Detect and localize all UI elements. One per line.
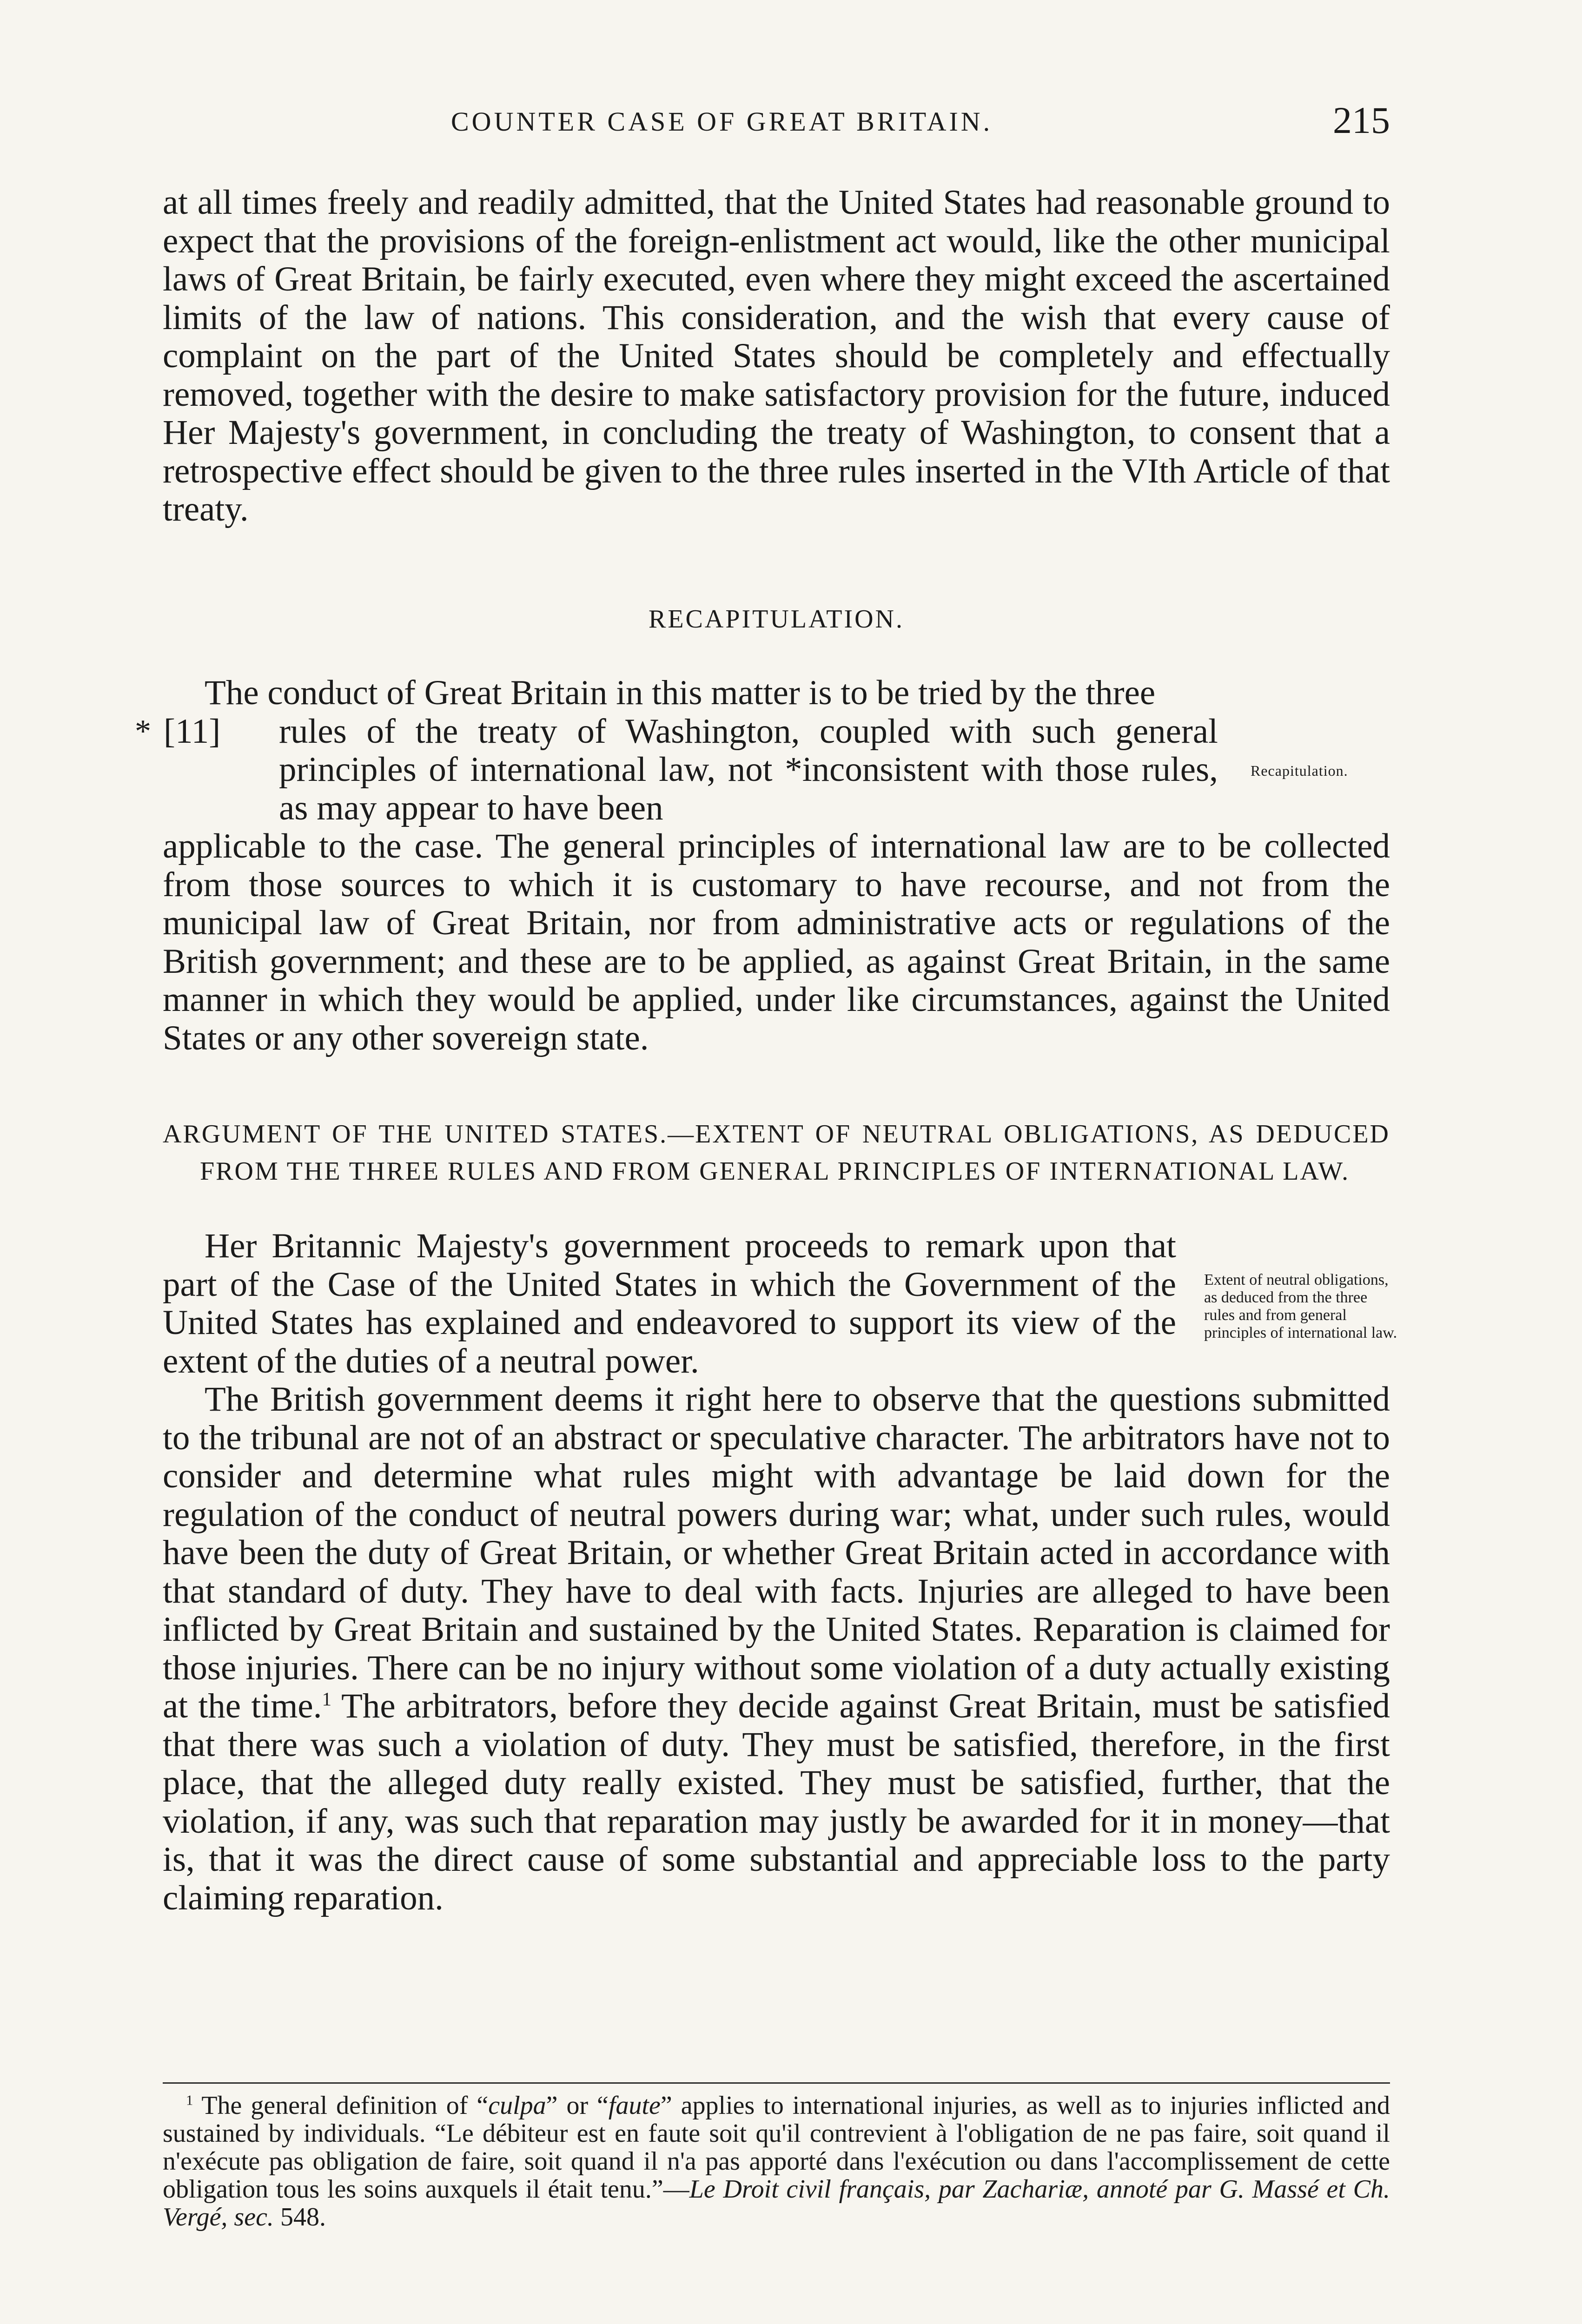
footnote-mark: 1 xyxy=(186,2092,193,2108)
footnote xyxy=(163,2092,1390,2231)
argument-text-after-note: The arbitrators, before they decide against Great Britain, must be satisfied that there was such a violation of duty. They must be satisfied, therefore, in the first place, that the alleged duty really existed. They must be satisfied, further, that the violation, if any, was such that reparation may justly be awarded for it in money—that is, that it was the direct cause of some substantial and appreciable loss to the party claiming reparation. xyxy=(163,1687,1390,1917)
argument-paragraph-2 xyxy=(163,1380,1390,1917)
footnote-divider xyxy=(163,2082,1390,2084)
page-number: 215 xyxy=(1333,99,1390,141)
argument-text-before-note: The British government deems it right here to observe that the questions submitted to the tribunal are not of an abstract or speculative character. The arbitrators have not to consider and determine what rules might with advantage be laid down for the regulation of the conduct of neutral powers during war; what, under such rules, would have been the duty of Great Britain, or whether Great Britain acted in accordance with that standard of duty. They have to deal with facts. Injuries are alleged to have been inflicted by Great Britain and sustained by the United States. Reparation is claimed for those injuries. There can be no injury without some violation of a duty actually existing at the time. xyxy=(163,1380,1390,1725)
footnote-text-part: ” or “ xyxy=(546,2091,609,2120)
footnote-citation: Le Droit civil français, par Zachariæ, annoté par G. Massé et Ch. Vergé, sec. xyxy=(163,2175,1390,2232)
footnote-text-part: The general definition of “ xyxy=(193,2091,489,2120)
argument-body xyxy=(163,1227,1390,1917)
footnote-text-part: ” applies to international injuries, as well as to injuries inflicted and sustained by individuals. “Le débiteur est en faute soit qu'il contrevient à l'obligation de ne pas faire, soit quand il n'exécute pas obligation de faire, soit quand il n'a pas apporté dans l'exécution ou dans l'accomplissement de cette obligation tous les soins auxquels il était tenu.”— xyxy=(163,2091,1390,2204)
recapitulation-inset-lines xyxy=(135,712,1218,828)
recapitulation-paragraph xyxy=(135,673,1390,1057)
footnote-text xyxy=(163,2092,1390,2231)
recapitulation-inset-text: rules of the treaty of Washington, coupled with such general principles of international law, not *inconsistent with those rules, as may appear to have been xyxy=(279,712,1218,827)
section-heading-argument xyxy=(163,1116,1390,1190)
culpa-term: culpa xyxy=(488,2091,546,2120)
argument-heading-text: ARGUMENT OF THE UNITED STATES.—EXTENT OF NEUTRAL OBLIGATIONS, AS DEDUCED FROM THE THREE RULES AND FROM GENERAL PRINCIPLES OF INTERNATIONAL LAW. xyxy=(163,1120,1390,1186)
faute-term: faute xyxy=(608,2091,661,2120)
original-page-reference: [11] xyxy=(164,712,221,751)
running-head xyxy=(163,101,1390,152)
recapitulation-remaining-text: applicable to the case. The general principles of international law are to be collected from those sources to which it is customary to have recourse, and not from the municipal law of Great Britain, nor from administrative acts or regulations of the British government; and these are to be applied, as against Great Britain, in the same manner in which they would be applied, under like circumstances, against the United States or any other sovereign state. xyxy=(163,827,1390,1057)
argument-paragraph-1: Her Britannic Majesty's government proceeds to remark upon that part of the Case of the United States in which the Government of the United States has explained and endeavored to support its view of the extent of the duties of a neutral power. xyxy=(163,1227,1176,1380)
footnote-citation-number: 548. xyxy=(273,2203,326,2232)
running-title: COUNTER CASE OF GREAT BRITAIN. xyxy=(451,106,993,137)
footnote-reference-mark: 1 xyxy=(322,1688,332,1710)
section-heading-recapitulation: RECAPITULATION. xyxy=(649,605,904,634)
side-note-recapitulation: Recapitulation. xyxy=(1251,762,1348,779)
side-note-extent-of-neutral-obligations: Extent of neutral obligations, as deduced from the three rules and from general principles of international law. xyxy=(1204,1271,1397,1341)
star-mark: * xyxy=(135,713,151,749)
recapitulation-first-line: The conduct of Great Britain in this matter is to be tried by the three xyxy=(205,673,1156,712)
opening-paragraph xyxy=(163,184,1390,529)
paragraph-text: at all times freely and readily admitted, that the United States had reasonable ground to expect that the provisions of the foreign-enlistment act would, like the other municipal laws of Great Britain, be fairly executed, even where they might exceed the ascertained limits of the law of nations. This consideration, and the wish that every cause of complaint on the part of the United States should be completely and effectually removed, together with the desire to make satisfactory provision for the future, induced Her Majesty's government, in concluding the treaty of Washington, to consent that a retrospective effect should be given to the three rules inserted in the VIth Article of that treaty. xyxy=(163,183,1390,528)
